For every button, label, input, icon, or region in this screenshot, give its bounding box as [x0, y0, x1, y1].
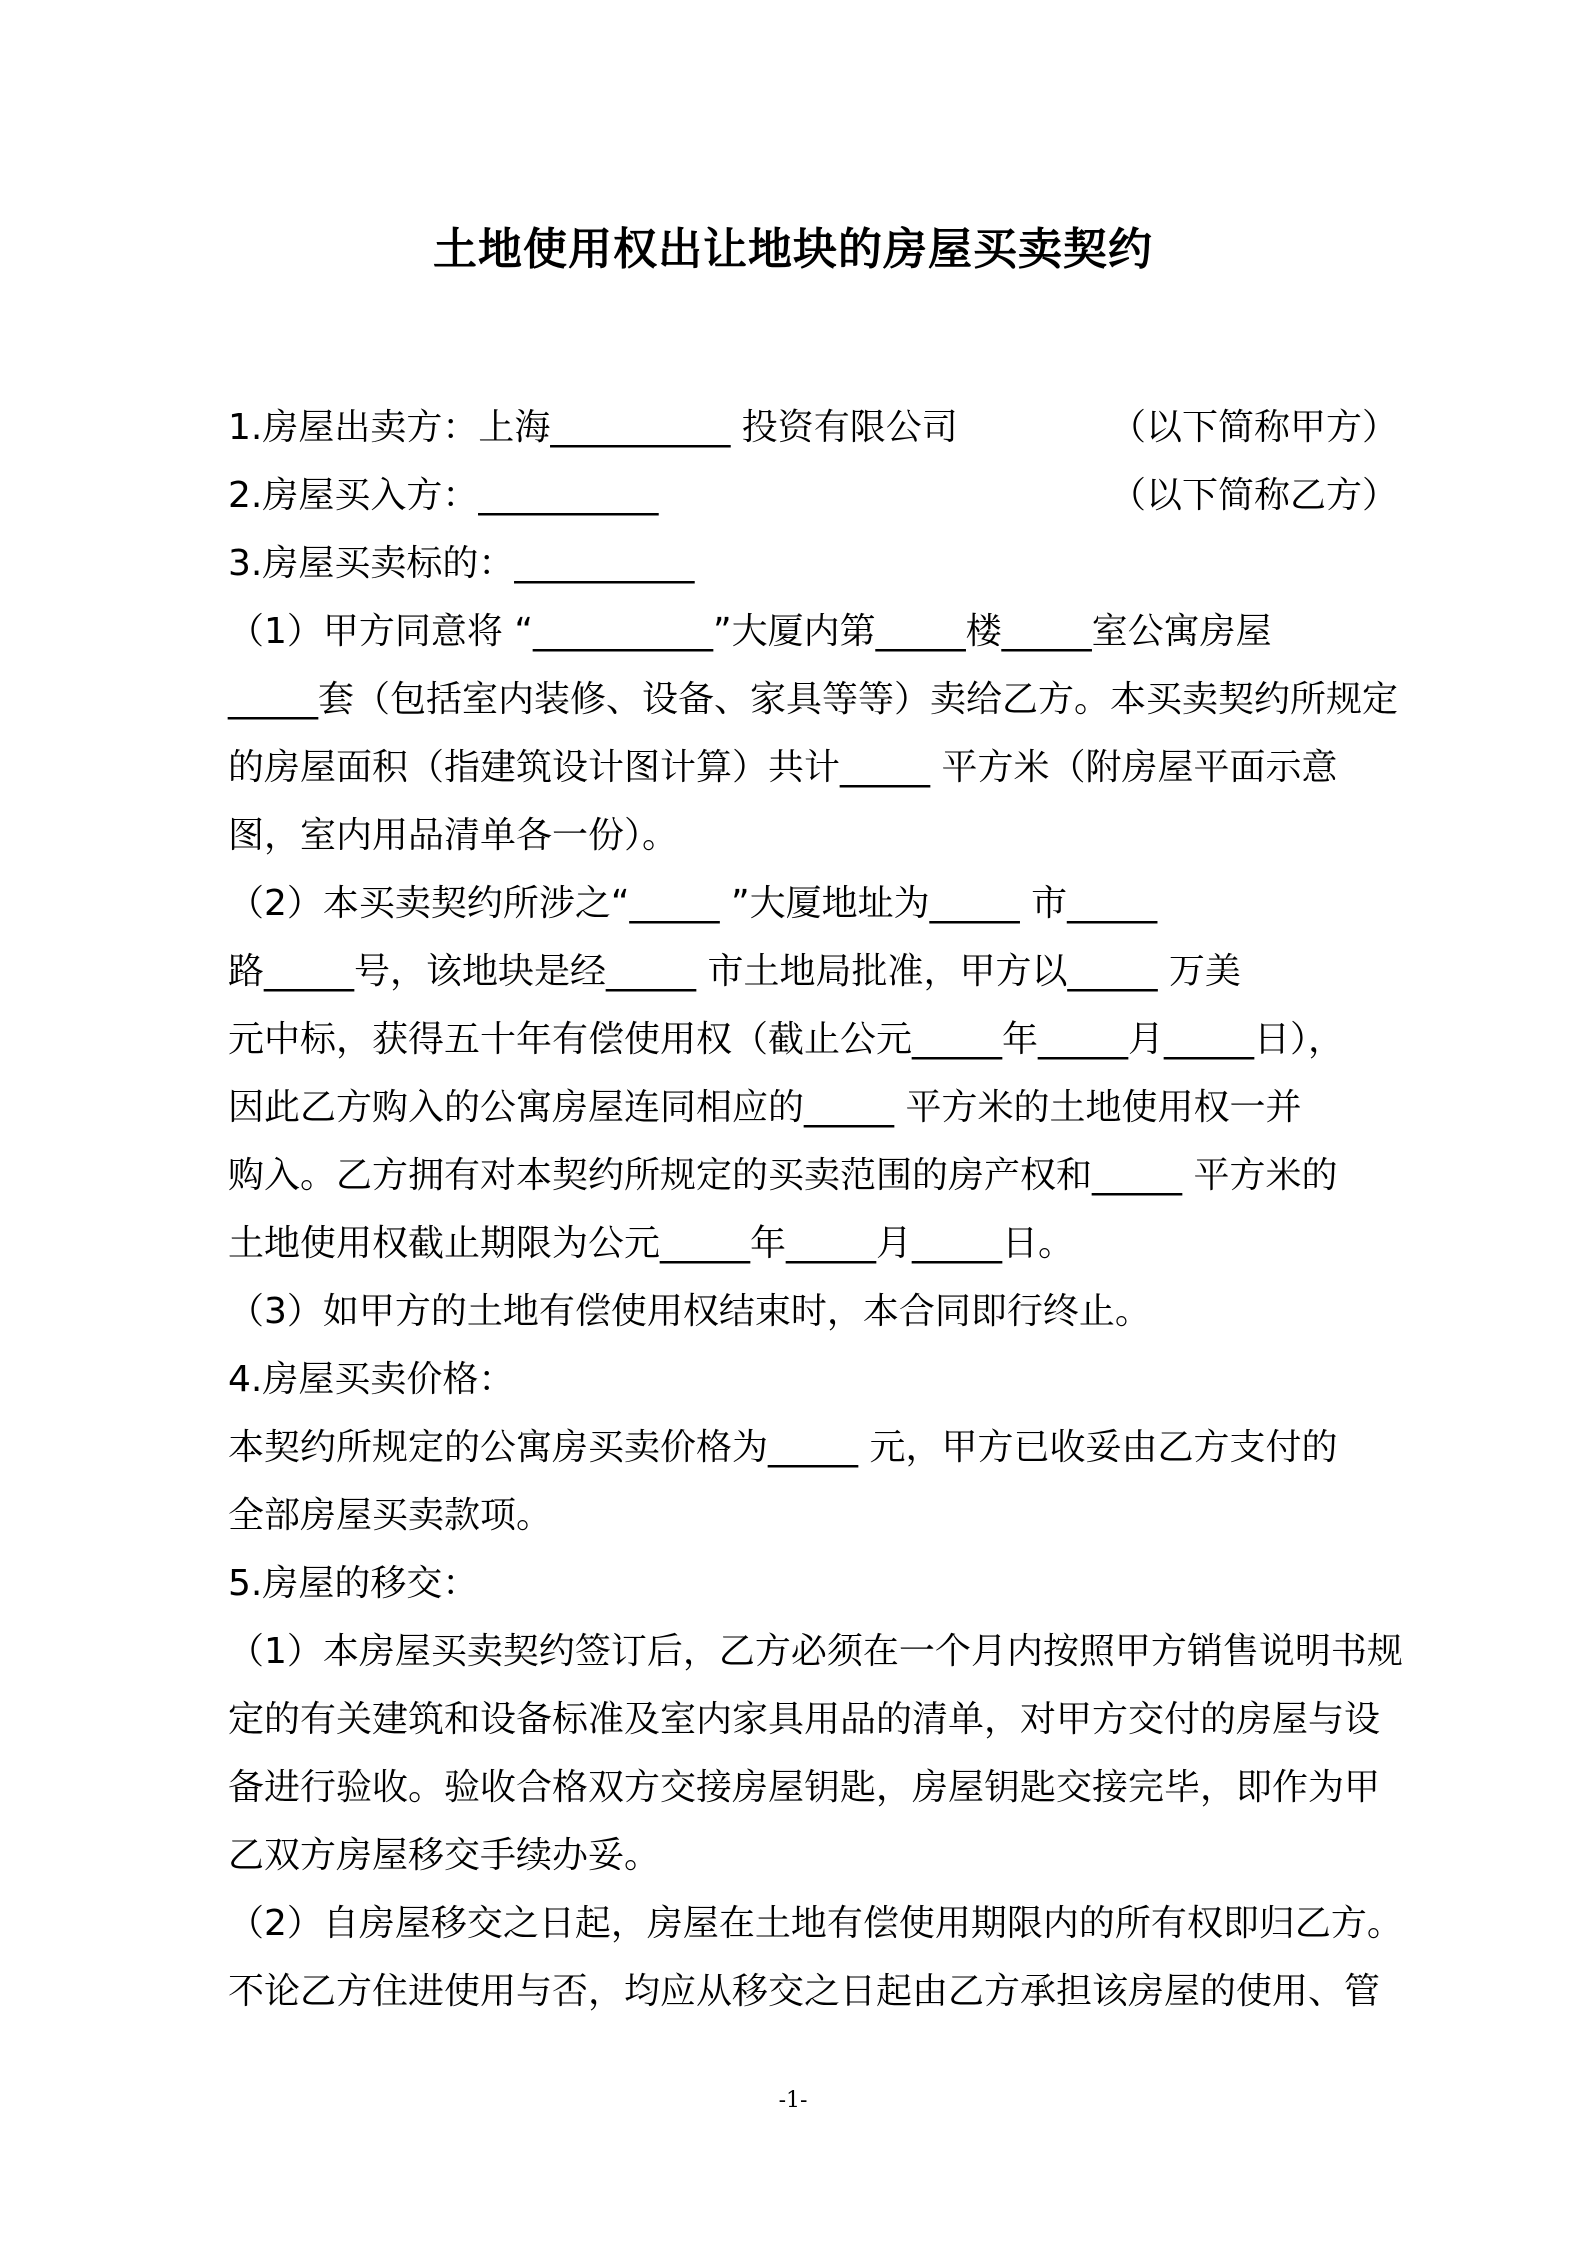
paragraph-line: 5.房屋的移交：	[228, 1563, 479, 1604]
page-number: -1-	[778, 2088, 808, 2113]
paragraph-line: 本契约所规定的公寓房买卖价格为_____ 元，甲方已收妥由乙方支付的	[228, 1427, 1338, 1468]
paragraph-line: _____套（包括室内装修、设备、家具等等）卖给乙方。本买卖契约所规定	[228, 679, 1399, 720]
document-title: 土地使用权出让地块的房屋买卖契约	[433, 224, 1153, 275]
paragraph-line: 图，室内用品清单各一份）。	[228, 815, 679, 856]
paragraph-line: （1）本房屋买卖契约签订后，乙方必须在一个月内按照甲方销售说明书规	[228, 1631, 1403, 1672]
paragraph-line: 因此乙方购入的公寓房屋连同相应的_____ 平方米的土地使用权一并	[228, 1087, 1302, 1128]
paragraph-line: 乙双方房屋移交手续办妥。	[228, 1835, 661, 1876]
paragraph-line: 元中标，获得五十年有偿使用权（截止公元_____年_____月_____日），	[228, 1019, 1345, 1060]
paragraph-line: （3）如甲方的土地有偿使用权结束时，本合同即行终止。	[228, 1291, 1151, 1332]
paragraph-line: 3.房屋买卖标的：__________	[228, 543, 695, 584]
paragraph-line: 路_____号，该地块是经_____ 市土地局批准，甲方以_____ 万美	[228, 951, 1241, 992]
seller-note: （以下简称甲方）	[1110, 407, 1399, 448]
paragraph-line: 4.房屋买卖价格：	[228, 1359, 515, 1400]
paragraph-line: 土地使用权截止期限为公元_____年_____月_____日。	[228, 1223, 1075, 1264]
paragraph-line: 定的有关建筑和设备标准及室内家具用品的清单，对甲方交付的房屋与设	[228, 1699, 1381, 1740]
seller-line	[228, 398, 958, 458]
paragraph-line: （1）甲方同意将 “__________”大厦内第_____楼_____室公寓房屋	[228, 611, 1272, 652]
buyer-note: （以下简称乙方）	[1110, 475, 1399, 516]
paragraph-line: （2）自房屋移交之日起，房屋在土地有偿使用期限内的所有权即归乙方。	[228, 1903, 1403, 1944]
paragraph-line: 购入。乙方拥有对本契约所规定的买卖范围的房产权和_____ 平方米的	[228, 1155, 1338, 1196]
paragraph-line: （2）本买卖契约所涉之“_____ ”大厦地址为_____ 市_____	[228, 883, 1158, 924]
paragraph-line: 全部房屋买卖款项。	[228, 1495, 553, 1536]
buyer-line	[228, 466, 658, 526]
paragraph-line: 备进行验收。验收合格双方交接房屋钥匙，房屋钥匙交接完毕，即作为甲	[228, 1767, 1381, 1808]
paragraph-line: 的房屋面积（指建筑设计图计算）共计_____ 平方米（附房屋平面示意	[228, 747, 1338, 788]
buyer-text: 2.房屋买入方：__________	[228, 475, 659, 516]
paragraph-line: 不论乙方住进使用与否，均应从移交之日起由乙方承担该房屋的使用、管	[228, 1971, 1381, 2012]
seller-text: 1.房屋出卖方：上海__________ 投资有限公司	[228, 407, 958, 448]
